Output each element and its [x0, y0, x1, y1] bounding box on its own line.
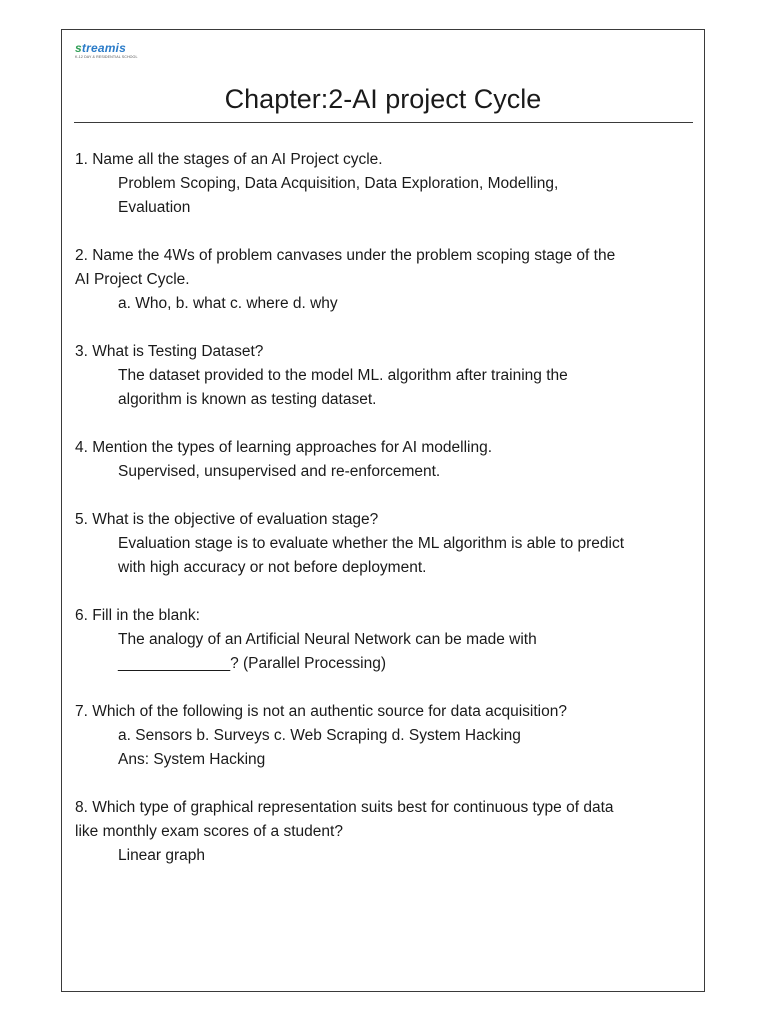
answer-text: Supervised, unsupervised and re-enforcement.	[118, 463, 441, 480]
answer-text: a. Who, b. what c. where d. why	[118, 295, 338, 312]
logo-wordmark	[75, 42, 145, 55]
question-item-3	[75, 340, 695, 412]
page-title: Chapter:2-AI project Cycle	[224, 84, 542, 114]
question-item-8	[75, 796, 695, 868]
question-text: 4. Mention the types of learning approaches for AI modelling.	[75, 439, 493, 456]
question-text: 7. Which of the following is not an authentic source for data acquisition?	[75, 703, 567, 720]
question-item-5	[75, 508, 695, 580]
logo-brand: treamis	[81, 41, 126, 55]
logo-initial: s	[75, 41, 82, 55]
question-text: 2. Name the 4Ws of problem canvases under the problem scoping stage of the AI Project Cycle.	[75, 247, 616, 288]
school-logo	[75, 42, 145, 66]
question-item-7	[75, 700, 695, 772]
answer-text: The analogy of an Artificial Neural Network can be made with _____________? (Parallel Processing)	[118, 631, 537, 672]
answer-text: Linear graph	[118, 847, 206, 864]
question-list	[75, 148, 695, 892]
title-divider	[74, 122, 693, 123]
question-text: 3. What is Testing Dataset?	[75, 343, 264, 360]
question-text: 1. Name all the stages of an AI Project cycle.	[75, 151, 383, 168]
question-item-1	[75, 148, 695, 220]
question-item-6	[75, 604, 695, 676]
answer-text: Evaluation stage is to evaluate whether the ML algorithm is able to predict with high accuracy or not before deployment.	[118, 535, 625, 576]
question-item-2	[75, 244, 695, 316]
document-page	[61, 29, 705, 992]
question-text: 8. Which type of graphical representation suits best for continuous type of data like monthly exam scores of a student?	[75, 799, 614, 840]
question-text: 6. Fill in the blank:	[75, 607, 200, 624]
question-text: 5. What is the objective of evaluation stage?	[75, 511, 379, 528]
answer-text: The dataset provided to the model ML. algorithm after training the algorithm is known as testing dataset.	[118, 367, 568, 408]
question-item-4	[75, 436, 695, 484]
answer-text: Problem Scoping, Data Acquisition, Data Exploration, Modelling, Evaluation	[118, 175, 559, 216]
logo-tagline: K-12 DAY & RESIDENTIAL SCHOOL	[75, 55, 138, 59]
answer-text: a. Sensors b. Surveys c. Web Scraping d. System Hacking Ans: System Hacking	[118, 727, 521, 768]
